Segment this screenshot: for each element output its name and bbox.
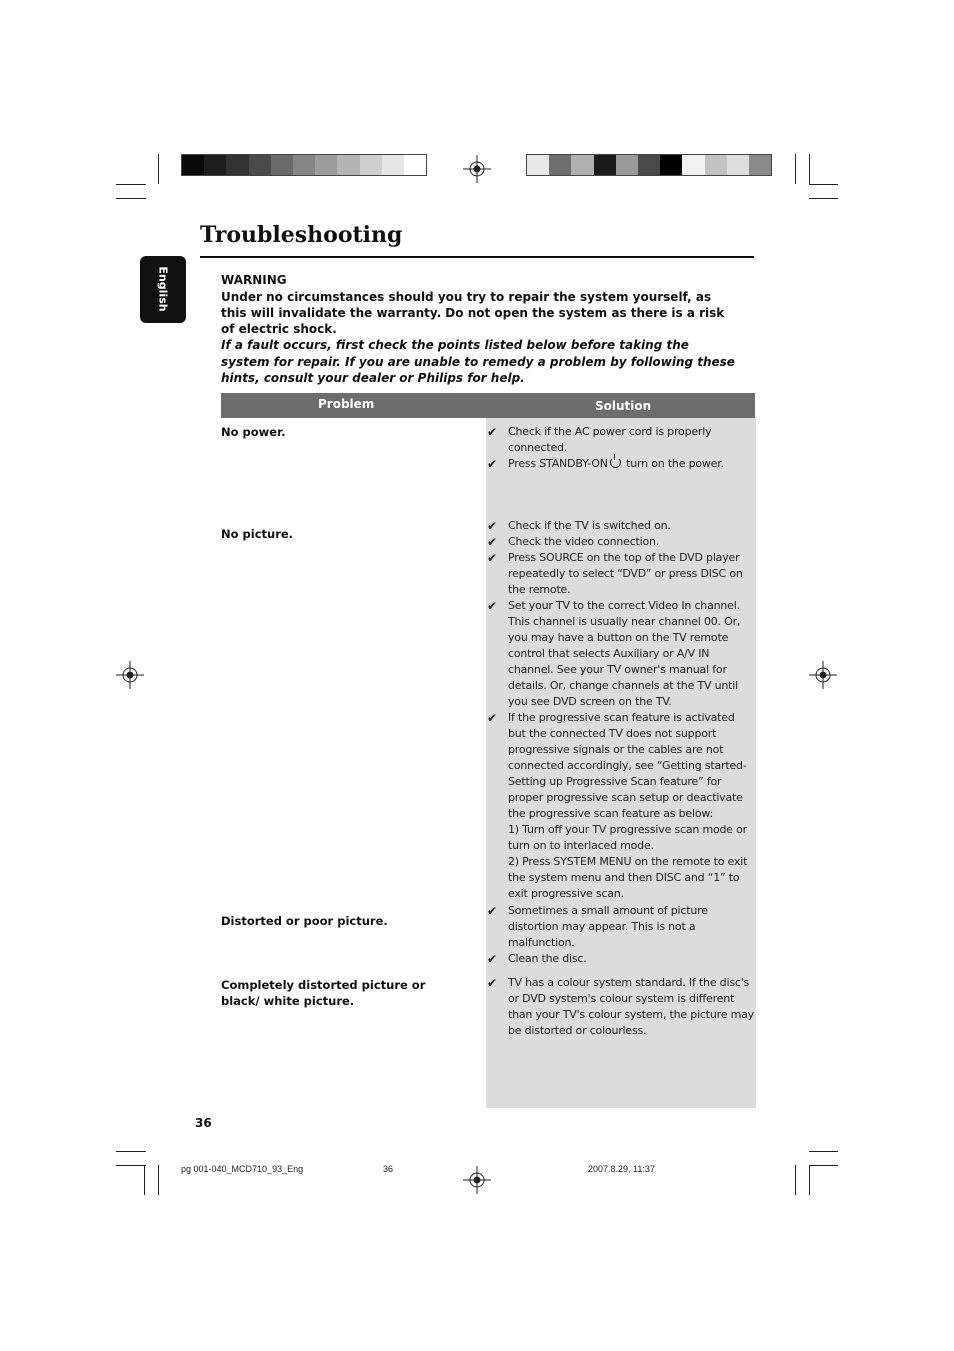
page-title: Troubleshooting <box>200 222 403 248</box>
crop-mark <box>809 184 838 185</box>
crop-mark <box>158 1165 159 1195</box>
list-item: ✔ TV has a colour system standard. If the disc's or DVD system's colour system is different than your TV's colour system, the picture may be distorted or colourless. <box>487 976 754 1037</box>
crop-mark <box>795 154 796 184</box>
color-swatch <box>616 155 638 175</box>
color-swatch <box>638 155 660 175</box>
list-item: ✔ Press STANDBY-ON turn on the power. <box>487 457 724 471</box>
solution-list <box>486 424 754 472</box>
power-icon <box>610 457 621 468</box>
color-strip-left <box>181 154 427 176</box>
warning-text: Under no circumstances should you try to repair the system yourself, as this will invalidate the warranty. Do not open the system as there is a risk of electric shock. <box>221 290 725 336</box>
crop-mark <box>116 184 146 185</box>
registration-mark-icon <box>116 661 144 689</box>
footer-page: 36 <box>383 1164 394 1174</box>
check-icon: ✔ <box>487 425 497 439</box>
color-swatch <box>527 155 549 175</box>
color-swatch <box>749 155 771 175</box>
color-swatch <box>204 155 226 175</box>
crop-mark <box>809 1151 838 1152</box>
check-icon: ✔ <box>487 952 497 966</box>
color-strip-right <box>526 154 772 176</box>
color-swatch <box>249 155 271 175</box>
list-item-substep: 2) Press SYSTEM MENU on the remote to exit the system menu and then DISC and “1” to exit progressive scan. <box>508 855 748 900</box>
color-swatch <box>337 155 359 175</box>
list-item: ✔ Check if the TV is switched on. <box>487 519 671 533</box>
footer-file: pg 001-040_MCD710_93_Eng <box>181 1164 304 1174</box>
page-number: 36 <box>195 1116 212 1130</box>
crop-mark <box>809 198 838 199</box>
color-swatch <box>727 155 749 175</box>
color-swatch <box>660 155 682 175</box>
solution-list <box>486 518 754 902</box>
color-swatch <box>705 155 727 175</box>
table-header <box>221 393 755 418</box>
solution-list <box>486 903 754 967</box>
title-divider <box>200 256 754 258</box>
color-swatch <box>271 155 293 175</box>
crop-mark <box>795 1165 796 1195</box>
list-item: ✔ Check the video connection. <box>487 535 660 549</box>
list-item: ✔ Clean the disc. <box>487 952 587 966</box>
crop-mark <box>116 1165 146 1166</box>
column-header-solution: Solution <box>595 399 652 413</box>
check-icon: ✔ <box>487 711 497 725</box>
color-swatch <box>571 155 593 175</box>
list-item: ✔ Sometimes a small amount of picture distortion may appear. This is not a malfunction. <box>487 904 708 949</box>
problem-no-picture: No picture. <box>221 527 294 541</box>
problem-completely-distorted-picture: Completely distorted picture or black/ white picture. <box>221 978 426 1008</box>
language-tab-label: English <box>156 266 170 312</box>
list-item: ✔ If the progressive scan feature is activated but the connected TV does not support progressive signals or the cables are not connected accordingly, see “Getting started-Setting up Progressive Scan feature” for proper progressive scan setup or deactivate the progressive scan feature as below: <box>487 711 747 820</box>
list-item-substep: 1) Turn off your TV progressive scan mode or turn on to interlaced mode. <box>508 823 747 852</box>
check-icon: ✔ <box>487 457 497 471</box>
problem-distorted-picture: Distorted or poor picture. <box>221 914 388 928</box>
footer-date: 2007.8.29, 11:37 <box>588 1164 655 1174</box>
check-icon: ✔ <box>487 976 497 990</box>
list-item: ✔ Check if the AC power cord is properly connected. <box>487 425 712 454</box>
color-swatch <box>226 155 248 175</box>
solution-list <box>486 975 754 1039</box>
color-swatch <box>549 155 571 175</box>
crop-mark <box>144 1165 145 1195</box>
check-icon: ✔ <box>487 535 497 549</box>
language-tab <box>140 256 186 323</box>
registration-mark-icon <box>463 1166 491 1194</box>
list-item: ✔ Press SOURCE on the top of the DVD player repeatedly to select “DVD” or press DISC on the remote. <box>487 551 743 596</box>
color-swatch <box>293 155 315 175</box>
list-item: ✔ Set your TV to the correct Video In channel. This channel is usually near channel 00. Or, you may have a button on the TV remote control that selects Auxiliary or A/V IN channel. See your TV owner's manual for details. Or, change channels at the TV until you see DVD screen on the TV. <box>487 599 741 708</box>
column-header-problem: Problem <box>318 397 375 411</box>
color-swatch <box>360 155 382 175</box>
check-icon: ✔ <box>487 904 497 918</box>
check-icon: ✔ <box>487 599 497 613</box>
crop-mark <box>809 154 810 184</box>
crop-mark <box>809 1165 810 1195</box>
registration-mark-icon <box>463 155 491 183</box>
crop-mark <box>116 198 146 199</box>
color-swatch <box>594 155 616 175</box>
registration-mark-icon <box>809 661 837 689</box>
color-swatch <box>315 155 337 175</box>
problem-no-power: No power. <box>221 425 286 439</box>
crop-mark <box>158 154 159 184</box>
intro-text: If a fault occurs, first check the points listed below before taking the system for repair. If you are unable to remedy a problem by following these hints, consult your dealer or Philips for help. <box>221 338 735 385</box>
check-icon: ✔ <box>487 551 497 565</box>
color-swatch <box>682 155 704 175</box>
check-icon: ✔ <box>487 519 497 533</box>
crop-mark <box>116 1151 146 1152</box>
color-swatch <box>182 155 204 175</box>
color-swatch <box>404 155 426 175</box>
color-swatch <box>382 155 404 175</box>
crop-mark <box>809 1165 838 1166</box>
warning-heading: WARNING <box>221 273 287 287</box>
